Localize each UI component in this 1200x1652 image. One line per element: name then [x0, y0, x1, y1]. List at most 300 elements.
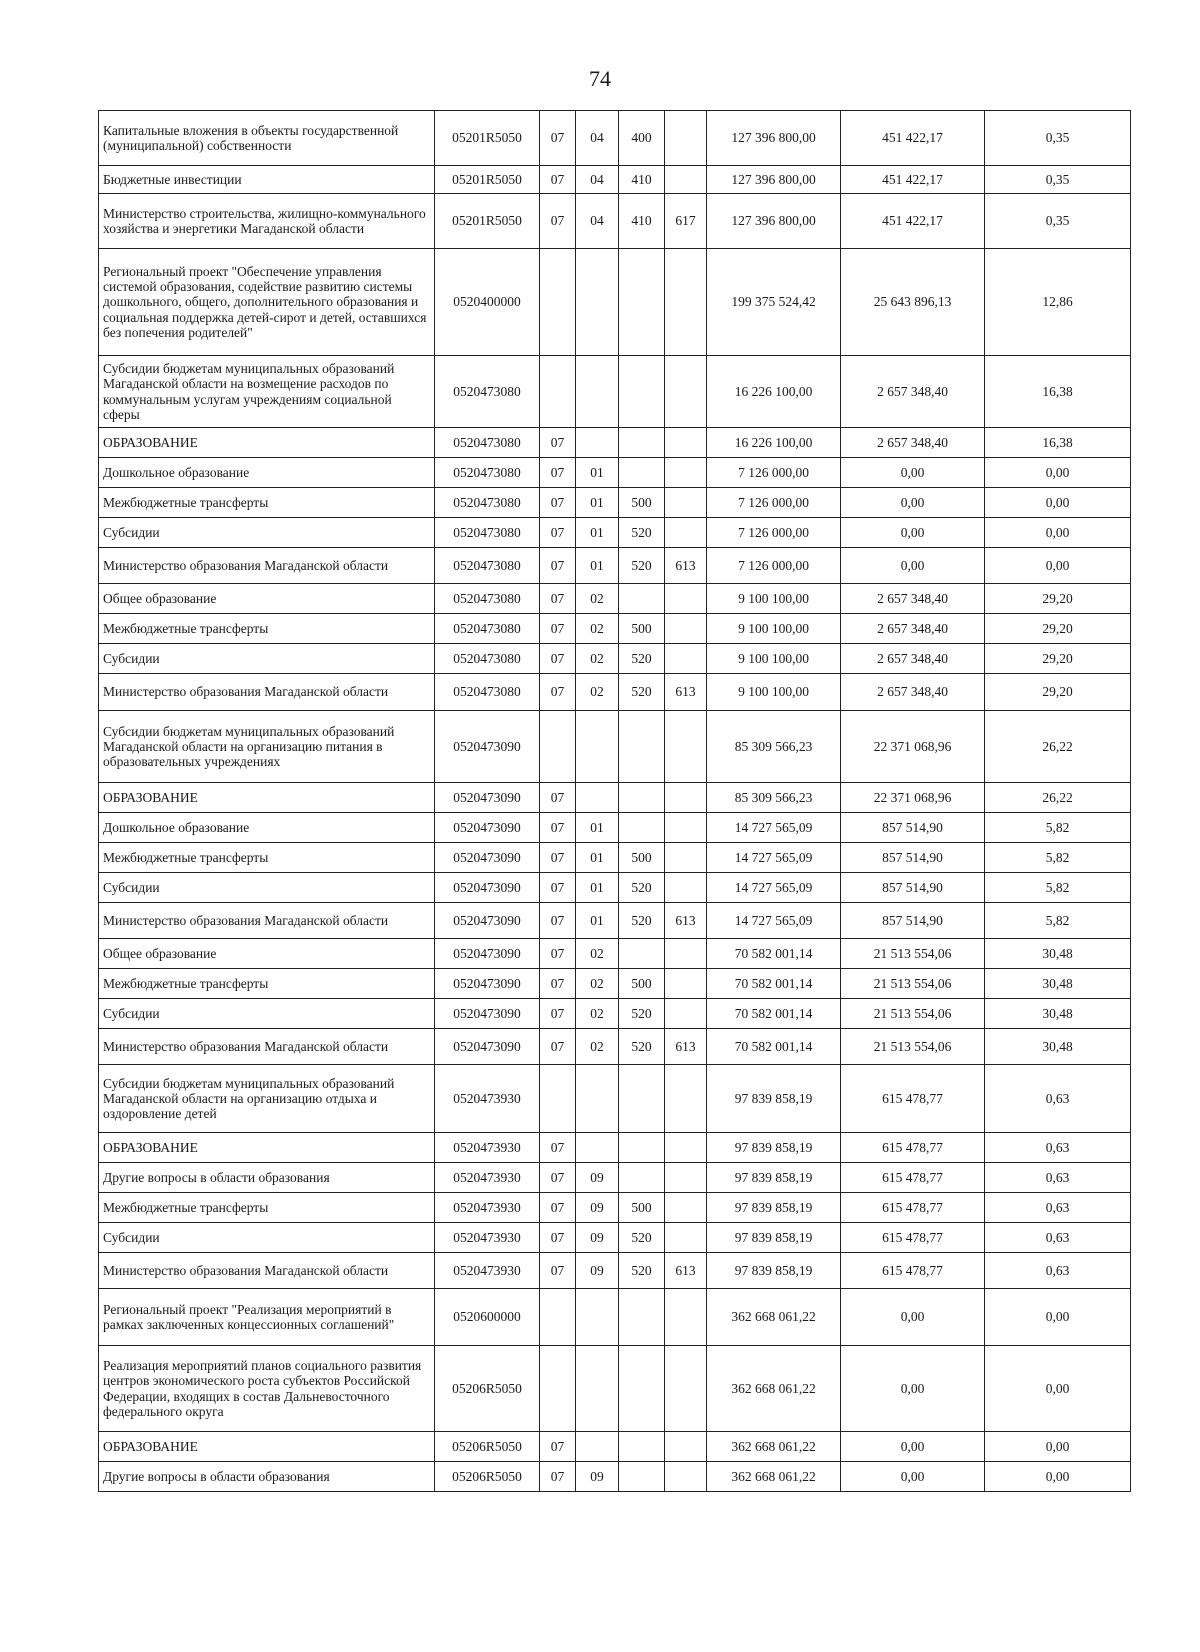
expense-type-code [619, 428, 665, 458]
subsection-code: 02 [576, 614, 619, 644]
row-name: Субсидии бюджетам муниципальных образований Магаданской области на организацию отдыха и оздоровление детей [99, 1065, 435, 1133]
administrator-code [665, 166, 707, 194]
row-name: Капитальные вложения в объекты государственной (муниципальной) собственности [99, 111, 435, 166]
execution-percent: 5,82 [985, 843, 1131, 873]
expense-type-code: 520 [619, 1223, 665, 1253]
section-code: 07 [540, 843, 576, 873]
target-article-code: 05206R5050 [435, 1432, 540, 1462]
table-row [99, 548, 1131, 584]
row-name: Общее образование [99, 939, 435, 969]
section-code: 07 [540, 488, 576, 518]
expense-type-code: 520 [619, 873, 665, 903]
expense-type-code [619, 1432, 665, 1462]
row-name: Дошкольное образование [99, 458, 435, 488]
target-article-code: 0520400000 [435, 249, 540, 356]
actual-amount: 0,00 [841, 488, 985, 518]
section-code: 07 [540, 1253, 576, 1289]
administrator-code [665, 711, 707, 783]
row-name: Министерство образования Магаданской области [99, 903, 435, 939]
subsection-code: 09 [576, 1223, 619, 1253]
target-article-code: 0520473090 [435, 903, 540, 939]
execution-percent: 5,82 [985, 873, 1131, 903]
execution-percent: 16,38 [985, 428, 1131, 458]
row-name: ОБРАЗОВАНИЕ [99, 1432, 435, 1462]
expense-type-code: 500 [619, 969, 665, 999]
expense-type-code [619, 458, 665, 488]
execution-percent: 0,35 [985, 111, 1131, 166]
subsection-code: 01 [576, 903, 619, 939]
planned-amount: 97 839 858,19 [707, 1223, 841, 1253]
expense-type-code: 500 [619, 843, 665, 873]
execution-percent: 29,20 [985, 614, 1131, 644]
target-article-code: 0520473090 [435, 813, 540, 843]
execution-percent: 26,22 [985, 711, 1131, 783]
row-name: Межбюджетные трансферты [99, 614, 435, 644]
page-number: 74 [589, 66, 611, 91]
subsection-code: 01 [576, 458, 619, 488]
planned-amount: 127 396 800,00 [707, 194, 841, 249]
planned-amount: 16 226 100,00 [707, 356, 841, 428]
actual-amount: 0,00 [841, 548, 985, 584]
subsection-code: 01 [576, 873, 619, 903]
subsection-code: 02 [576, 1029, 619, 1065]
subsection-code [576, 1289, 619, 1346]
subsection-code [576, 1346, 619, 1432]
actual-amount: 2 657 348,40 [841, 674, 985, 711]
target-article-code: 0520473080 [435, 356, 540, 428]
actual-amount: 0,00 [841, 1346, 985, 1432]
actual-amount: 2 657 348,40 [841, 644, 985, 674]
section-code: 07 [540, 1193, 576, 1223]
section-code [540, 1346, 576, 1432]
table-row [99, 614, 1131, 644]
execution-percent: 0,35 [985, 166, 1131, 194]
row-name: Региональный проект "Обеспечение управления системой образования, содействие развитию системы дошкольного, общего, дополнительного образования и социальная поддержка детей-сирот и детей, оставшихся без попечения родителей" [99, 249, 435, 356]
table-row [99, 584, 1131, 614]
table-row [99, 249, 1131, 356]
planned-amount: 362 668 061,22 [707, 1346, 841, 1432]
expense-type-code: 400 [619, 111, 665, 166]
target-article-code: 0520473090 [435, 969, 540, 999]
execution-percent: 0,00 [985, 488, 1131, 518]
actual-amount: 451 422,17 [841, 166, 985, 194]
table-row [99, 711, 1131, 783]
target-article-code: 0520473090 [435, 999, 540, 1029]
row-name: Субсидии [99, 644, 435, 674]
actual-amount: 0,00 [841, 1289, 985, 1346]
row-name: Межбюджетные трансферты [99, 969, 435, 999]
row-name: Министерство образования Магаданской области [99, 1253, 435, 1289]
expense-type-code [619, 711, 665, 783]
planned-amount: 70 582 001,14 [707, 999, 841, 1029]
table-row [99, 783, 1131, 813]
administrator-code [665, 873, 707, 903]
section-code: 07 [540, 783, 576, 813]
row-name: Министерство строительства, жилищно-коммунального хозяйства и энергетики Магаданской области [99, 194, 435, 249]
section-code [540, 1065, 576, 1133]
table-row [99, 1462, 1131, 1492]
row-name: Министерство образования Магаданской области [99, 674, 435, 711]
execution-percent: 29,20 [985, 674, 1131, 711]
administrator-code: 613 [665, 1253, 707, 1289]
subsection-code: 09 [576, 1193, 619, 1223]
expense-type-code [619, 813, 665, 843]
target-article-code: 0520473930 [435, 1223, 540, 1253]
subsection-code: 01 [576, 488, 619, 518]
execution-percent: 30,48 [985, 999, 1131, 1029]
execution-percent: 30,48 [985, 1029, 1131, 1065]
subsection-code [576, 428, 619, 458]
planned-amount: 70 582 001,14 [707, 939, 841, 969]
actual-amount: 0,00 [841, 458, 985, 488]
expense-type-code: 410 [619, 194, 665, 249]
row-name: Общее образование [99, 584, 435, 614]
budget-execution-table [98, 110, 1131, 1492]
expense-type-code: 520 [619, 548, 665, 584]
administrator-code [665, 1289, 707, 1346]
planned-amount: 97 839 858,19 [707, 1065, 841, 1133]
subsection-code: 09 [576, 1163, 619, 1193]
table-row [99, 813, 1131, 843]
expense-type-code [619, 1462, 665, 1492]
section-code: 07 [540, 458, 576, 488]
table-row [99, 1193, 1131, 1223]
administrator-code [665, 939, 707, 969]
administrator-code [665, 1193, 707, 1223]
section-code: 07 [540, 194, 576, 249]
administrator-code [665, 614, 707, 644]
row-name: Другие вопросы в области образования [99, 1163, 435, 1193]
section-code: 07 [540, 428, 576, 458]
section-code: 07 [540, 1432, 576, 1462]
expense-type-code [619, 1346, 665, 1432]
planned-amount: 127 396 800,00 [707, 111, 841, 166]
administrator-code: 613 [665, 674, 707, 711]
planned-amount: 97 839 858,19 [707, 1193, 841, 1223]
planned-amount: 7 126 000,00 [707, 488, 841, 518]
subsection-code: 04 [576, 166, 619, 194]
execution-percent: 26,22 [985, 783, 1131, 813]
target-article-code: 0520473080 [435, 584, 540, 614]
planned-amount: 14 727 565,09 [707, 873, 841, 903]
administrator-code [665, 783, 707, 813]
target-article-code: 0520473080 [435, 674, 540, 711]
section-code [540, 711, 576, 783]
table-row [99, 873, 1131, 903]
table-row [99, 1029, 1131, 1065]
target-article-code: 0520473080 [435, 458, 540, 488]
administrator-code [665, 1163, 707, 1193]
subsection-code: 01 [576, 813, 619, 843]
table-row [99, 428, 1131, 458]
row-name: ОБРАЗОВАНИЕ [99, 1133, 435, 1163]
expense-type-code [619, 584, 665, 614]
planned-amount: 7 126 000,00 [707, 458, 841, 488]
execution-percent: 29,20 [985, 644, 1131, 674]
actual-amount: 615 478,77 [841, 1163, 985, 1193]
execution-percent: 30,48 [985, 969, 1131, 999]
subsection-code [576, 783, 619, 813]
execution-percent: 0,00 [985, 1346, 1131, 1432]
actual-amount: 21 513 554,06 [841, 999, 985, 1029]
expense-type-code: 520 [619, 903, 665, 939]
actual-amount: 615 478,77 [841, 1065, 985, 1133]
actual-amount: 857 514,90 [841, 843, 985, 873]
section-code: 07 [540, 969, 576, 999]
target-article-code: 0520600000 [435, 1289, 540, 1346]
target-article-code: 05206R5050 [435, 1346, 540, 1432]
subsection-code: 02 [576, 939, 619, 969]
planned-amount: 85 309 566,23 [707, 783, 841, 813]
expense-type-code [619, 1133, 665, 1163]
target-article-code: 05201R5050 [435, 194, 540, 249]
table-row [99, 1223, 1131, 1253]
subsection-code: 01 [576, 548, 619, 584]
subsection-code [576, 1432, 619, 1462]
table-body [99, 111, 1131, 1492]
subsection-code: 04 [576, 194, 619, 249]
table-row [99, 1163, 1131, 1193]
target-article-code: 0520473080 [435, 488, 540, 518]
row-name: Реализация мероприятий планов социального развития центров экономического роста субъектов Российской Федерации, входящих в состав Дальневосточного федерального округа [99, 1346, 435, 1432]
actual-amount: 0,00 [841, 1462, 985, 1492]
actual-amount: 21 513 554,06 [841, 1029, 985, 1065]
subsection-code [576, 249, 619, 356]
row-name: Субсидии бюджетам муниципальных образований Магаданской области на возмещение расходов по коммунальным услугам учреждениям социальной сферы [99, 356, 435, 428]
section-code: 07 [540, 999, 576, 1029]
actual-amount: 615 478,77 [841, 1223, 985, 1253]
table-row [99, 843, 1131, 873]
subsection-code: 09 [576, 1253, 619, 1289]
planned-amount: 97 839 858,19 [707, 1133, 841, 1163]
target-article-code: 05201R5050 [435, 166, 540, 194]
planned-amount: 9 100 100,00 [707, 644, 841, 674]
administrator-code [665, 518, 707, 548]
table-row [99, 518, 1131, 548]
execution-percent: 12,86 [985, 249, 1131, 356]
execution-percent: 0,63 [985, 1193, 1131, 1223]
section-code: 07 [540, 873, 576, 903]
execution-percent: 0,00 [985, 1462, 1131, 1492]
subsection-code: 02 [576, 674, 619, 711]
actual-amount: 22 371 068,96 [841, 783, 985, 813]
actual-amount: 0,00 [841, 1432, 985, 1462]
administrator-code: 613 [665, 548, 707, 584]
execution-percent: 0,63 [985, 1065, 1131, 1133]
table-row [99, 1253, 1131, 1289]
expense-type-code [619, 783, 665, 813]
administrator-code: 613 [665, 903, 707, 939]
table-row [99, 166, 1131, 194]
execution-percent: 0,63 [985, 1223, 1131, 1253]
actual-amount: 857 514,90 [841, 903, 985, 939]
administrator-code [665, 644, 707, 674]
planned-amount: 9 100 100,00 [707, 584, 841, 614]
expense-type-code: 520 [619, 1253, 665, 1289]
table-row [99, 999, 1131, 1029]
actual-amount: 615 478,77 [841, 1133, 985, 1163]
row-name: Субсидии [99, 873, 435, 903]
execution-percent: 5,82 [985, 813, 1131, 843]
execution-percent: 29,20 [985, 584, 1131, 614]
expense-type-code: 520 [619, 518, 665, 548]
row-name: Субсидии [99, 1223, 435, 1253]
target-article-code: 0520473090 [435, 711, 540, 783]
administrator-code: 617 [665, 194, 707, 249]
target-article-code: 0520473090 [435, 843, 540, 873]
expense-type-code [619, 249, 665, 356]
row-name: Региональный проект "Реализация мероприятий в рамках заключенных концессионных соглашений" [99, 1289, 435, 1346]
section-code: 07 [540, 1029, 576, 1065]
target-article-code: 0520473090 [435, 783, 540, 813]
execution-percent: 0,00 [985, 1289, 1131, 1346]
table-row [99, 644, 1131, 674]
table-row [99, 488, 1131, 518]
administrator-code [665, 584, 707, 614]
target-article-code: 0520473080 [435, 518, 540, 548]
administrator-code [665, 356, 707, 428]
table-row [99, 674, 1131, 711]
target-article-code: 0520473930 [435, 1193, 540, 1223]
planned-amount: 9 100 100,00 [707, 674, 841, 711]
actual-amount: 857 514,90 [841, 873, 985, 903]
table-row [99, 194, 1131, 249]
section-code: 07 [540, 548, 576, 584]
actual-amount: 21 513 554,06 [841, 969, 985, 999]
row-name: Межбюджетные трансферты [99, 1193, 435, 1223]
actual-amount: 451 422,17 [841, 111, 985, 166]
expense-type-code [619, 1289, 665, 1346]
actual-amount: 857 514,90 [841, 813, 985, 843]
expense-type-code: 500 [619, 614, 665, 644]
execution-percent: 0,00 [985, 1432, 1131, 1462]
table-row [99, 1432, 1131, 1462]
section-code [540, 1289, 576, 1346]
actual-amount: 0,00 [841, 518, 985, 548]
execution-percent: 0,00 [985, 518, 1131, 548]
row-name: Министерство образования Магаданской области [99, 548, 435, 584]
expense-type-code [619, 1065, 665, 1133]
row-name: Субсидии [99, 999, 435, 1029]
table-row [99, 111, 1131, 166]
actual-amount: 615 478,77 [841, 1193, 985, 1223]
section-code: 07 [540, 939, 576, 969]
row-name: Дошкольное образование [99, 813, 435, 843]
section-code: 07 [540, 111, 576, 166]
table-row [99, 903, 1131, 939]
planned-amount: 362 668 061,22 [707, 1289, 841, 1346]
planned-amount: 97 839 858,19 [707, 1163, 841, 1193]
target-article-code: 0520473090 [435, 1029, 540, 1065]
subsection-code: 02 [576, 999, 619, 1029]
target-article-code: 0520473090 [435, 939, 540, 969]
table-row [99, 969, 1131, 999]
target-article-code: 0520473930 [435, 1163, 540, 1193]
section-code: 07 [540, 584, 576, 614]
row-name: Субсидии [99, 518, 435, 548]
section-code: 07 [540, 1133, 576, 1163]
planned-amount: 199 375 524,42 [707, 249, 841, 356]
planned-amount: 7 126 000,00 [707, 548, 841, 584]
expense-type-code: 500 [619, 1193, 665, 1223]
expense-type-code [619, 1163, 665, 1193]
execution-percent: 0,63 [985, 1133, 1131, 1163]
expense-type-code: 520 [619, 1029, 665, 1065]
planned-amount: 362 668 061,22 [707, 1432, 841, 1462]
table-row [99, 1065, 1131, 1133]
row-name: Бюджетные инвестиции [99, 166, 435, 194]
table-row [99, 939, 1131, 969]
administrator-code [665, 111, 707, 166]
target-article-code: 05206R5050 [435, 1462, 540, 1492]
administrator-code [665, 428, 707, 458]
administrator-code [665, 813, 707, 843]
target-article-code: 0520473080 [435, 644, 540, 674]
administrator-code [665, 999, 707, 1029]
planned-amount: 9 100 100,00 [707, 614, 841, 644]
subsection-code [576, 711, 619, 783]
row-name: Министерство образования Магаданской области [99, 1029, 435, 1065]
actual-amount: 25 643 896,13 [841, 249, 985, 356]
target-article-code: 0520473090 [435, 873, 540, 903]
subsection-code: 02 [576, 644, 619, 674]
subsection-code: 01 [576, 843, 619, 873]
table-row [99, 1289, 1131, 1346]
administrator-code: 613 [665, 1029, 707, 1065]
actual-amount: 2 657 348,40 [841, 584, 985, 614]
administrator-code [665, 488, 707, 518]
row-name: ОБРАЗОВАНИЕ [99, 783, 435, 813]
actual-amount: 22 371 068,96 [841, 711, 985, 783]
planned-amount: 70 582 001,14 [707, 969, 841, 999]
row-name: Межбюджетные трансферты [99, 488, 435, 518]
table-row [99, 1346, 1131, 1432]
planned-amount: 97 839 858,19 [707, 1253, 841, 1289]
row-name: ОБРАЗОВАНИЕ [99, 428, 435, 458]
expense-type-code [619, 356, 665, 428]
target-article-code: 0520473930 [435, 1065, 540, 1133]
planned-amount: 14 727 565,09 [707, 813, 841, 843]
planned-amount: 16 226 100,00 [707, 428, 841, 458]
execution-percent: 5,82 [985, 903, 1131, 939]
actual-amount: 615 478,77 [841, 1253, 985, 1289]
planned-amount: 70 582 001,14 [707, 1029, 841, 1065]
section-code: 07 [540, 166, 576, 194]
subsection-code: 04 [576, 111, 619, 166]
expense-type-code: 520 [619, 999, 665, 1029]
administrator-code [665, 1223, 707, 1253]
subsection-code: 02 [576, 584, 619, 614]
expense-type-code: 500 [619, 488, 665, 518]
section-code [540, 249, 576, 356]
execution-percent: 0,35 [985, 194, 1131, 249]
target-article-code: 0520473930 [435, 1253, 540, 1289]
actual-amount: 21 513 554,06 [841, 939, 985, 969]
table-row [99, 356, 1131, 428]
actual-amount: 2 657 348,40 [841, 614, 985, 644]
execution-percent: 0,63 [985, 1163, 1131, 1193]
execution-percent: 0,00 [985, 458, 1131, 488]
table-row [99, 1133, 1131, 1163]
subsection-code: 01 [576, 518, 619, 548]
section-code: 07 [540, 1462, 576, 1492]
subsection-code [576, 356, 619, 428]
administrator-code [665, 1432, 707, 1462]
section-code [540, 356, 576, 428]
subsection-code [576, 1133, 619, 1163]
planned-amount: 14 727 565,09 [707, 843, 841, 873]
subsection-code: 02 [576, 969, 619, 999]
